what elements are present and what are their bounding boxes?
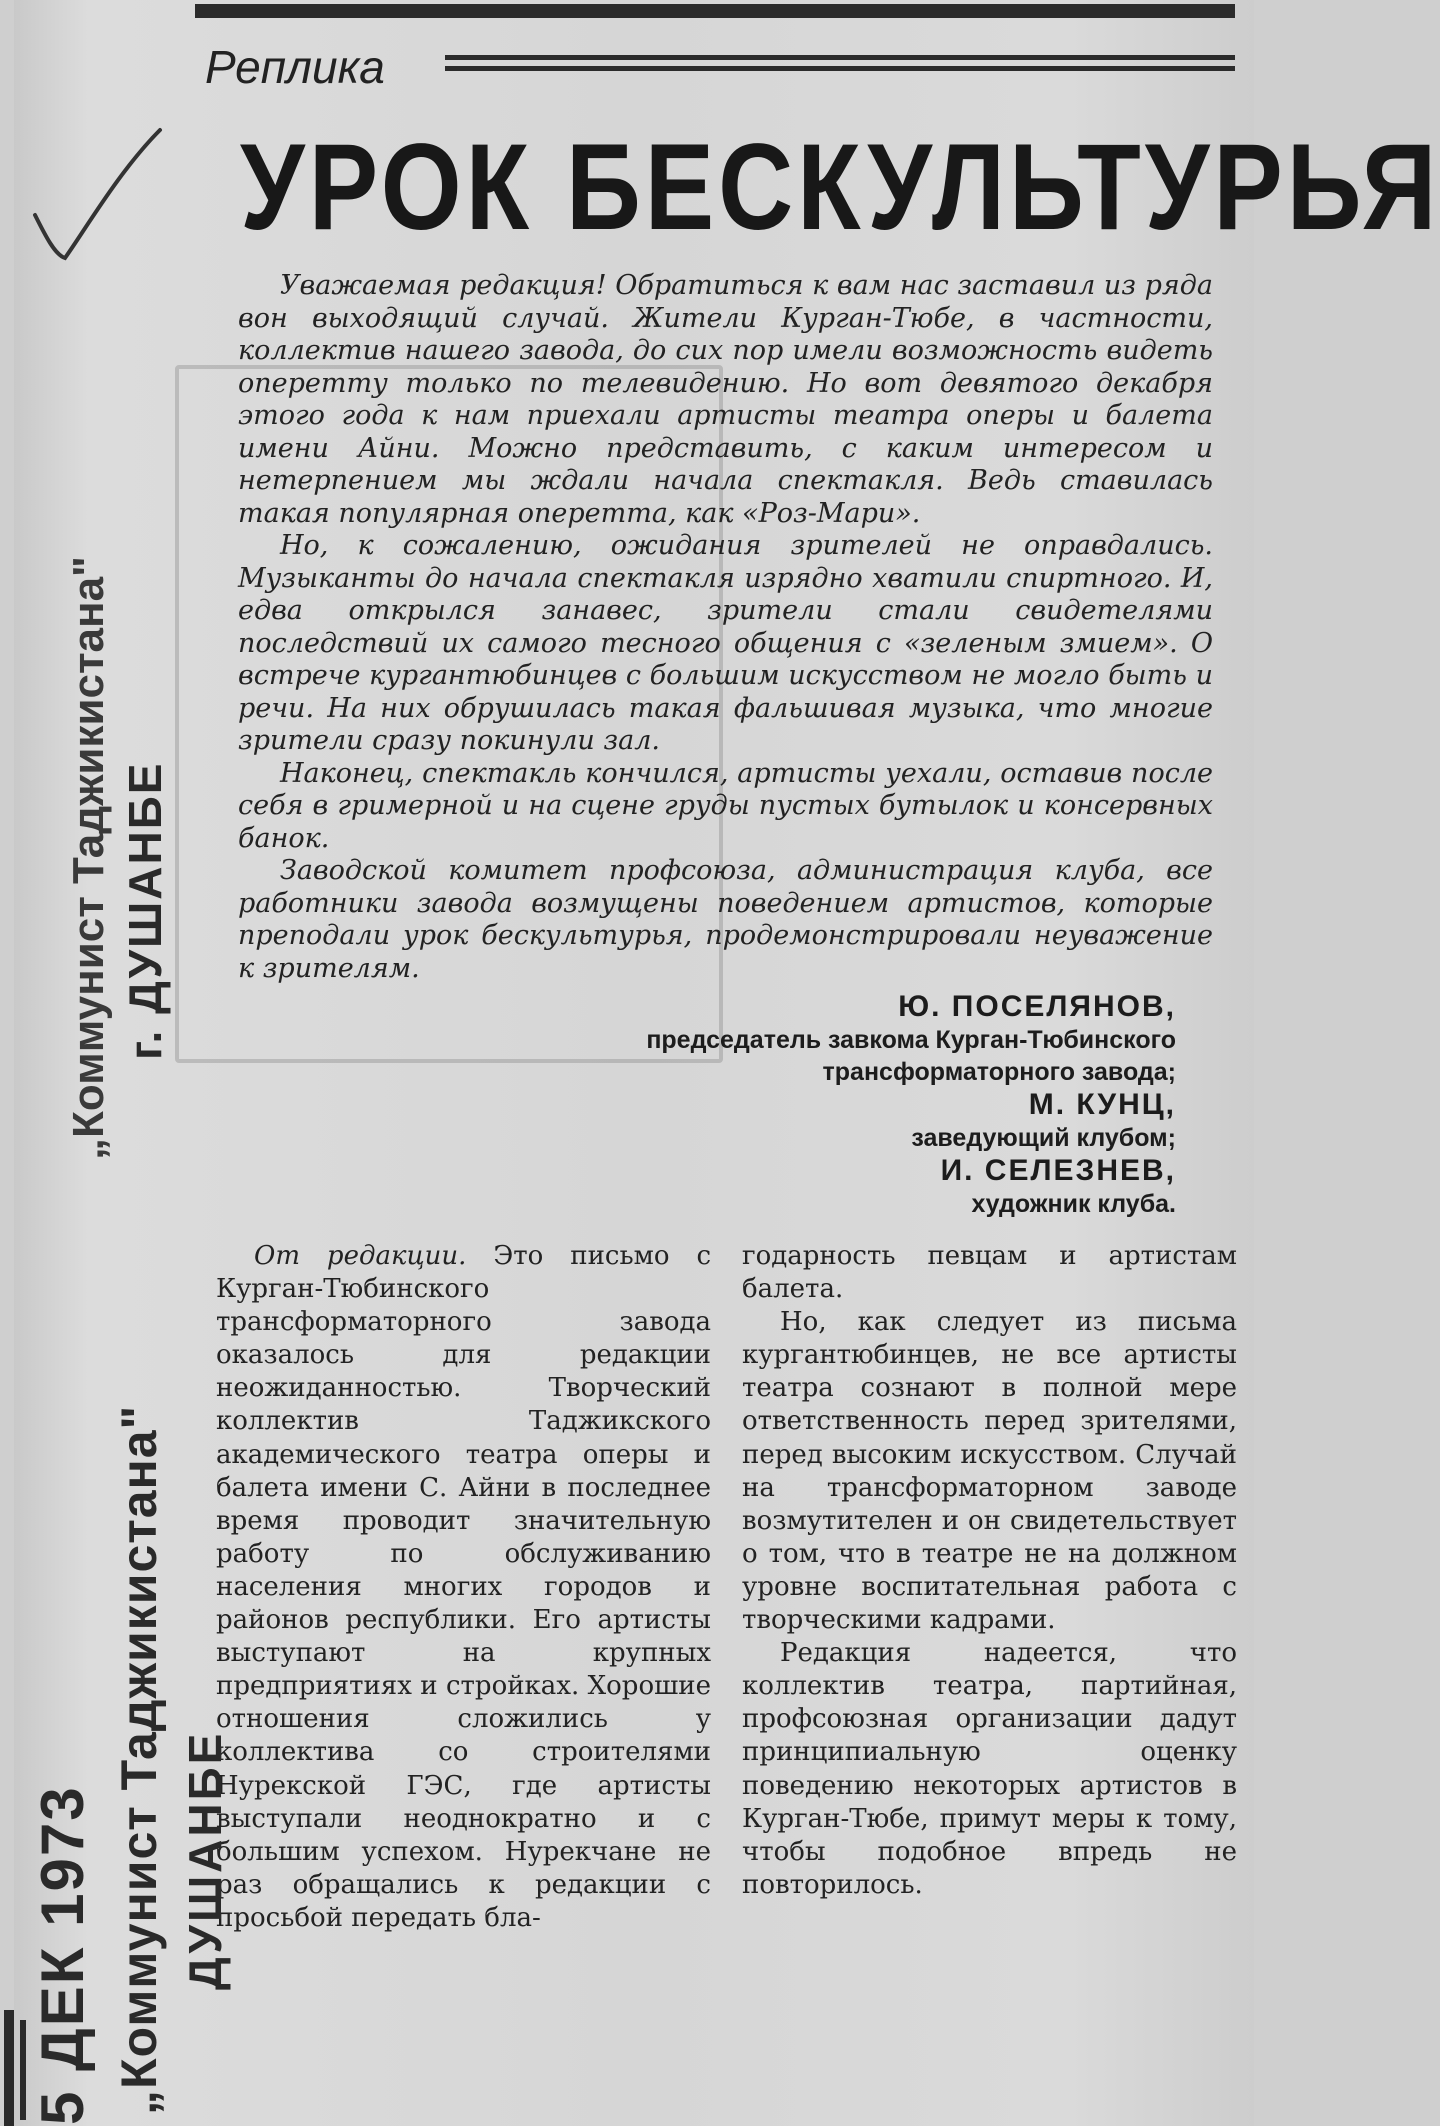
letter-body bbox=[238, 270, 1213, 985]
editorial-text: Это письмо с Курган-Тюбинского трансформаторного завода оказалось для редакции неожиданностью. Творческий коллектив Таджикского академического театра оперы и балета имени С. Айни в последнее время проводит значительную работу по обслуживанию населения многих городов и районов республики. Его артисты выступают на крупных предприятиях и стройках. Хорошие отношения сложились у коллектива со строителями Нурекской ГЭС, где артисты выступали неоднократно и с большим успехом. Нурекчане не раз обращались к редакции с просьбой передать бла- bbox=[216, 1241, 712, 1933]
signatory-role: трансформаторного завода; bbox=[822, 1058, 1176, 1086]
letter-paragraph: Уважаемая редакция! Обратиться к вам нас заставил из ряда вон выходящий случай. Жители Курган-Тюбе, в частности, коллектив нашего завода, до сих пор имели возможность видеть оперетту только по телевидению. Но вот девятого декабря этого года к нам приехали артисты театра оперы и балета имени Айни. Можно представить, с каким интересом и нетерпением мы ждали начала спектакля. Ведь ставилась такая популярная оперетта, как «Роз-Мари». bbox=[238, 270, 1213, 529]
letter-paragraph: Наконец, спектакль кончился, артисты уехали, оставив после себя в гримерной и на сцене груды пустых бутылок и консервных банок. bbox=[238, 757, 1213, 854]
date-stamp: 5 ДЕК 1973 bbox=[29, 1785, 96, 2125]
editorial-paragraph bbox=[216, 1240, 711, 1935]
signatory-role: заведующий клубом; bbox=[911, 1124, 1176, 1152]
editorial-paragraph: Но, как следует из письма кургантюбинцев, не все артисты театра сознают в полной мере ответственность перед зрителями, перед высоким искусством. Случай на трансформаторном заводе возмутителен и он свидетельствует о том, что в театре не на должном уровне воспитательная работа с творческими кадрами. bbox=[742, 1307, 1237, 1636]
signatory-name: Ю. ПОСЕЛЯНОВ, bbox=[898, 990, 1176, 1023]
signatory-role: художник клуба. bbox=[971, 1190, 1176, 1218]
signatory-name: И. СЕЛЕЗНЕВ, bbox=[940, 1154, 1176, 1187]
newspaper-stamp: „Коммунист Таджикистана" bbox=[111, 1404, 167, 2115]
top-rule bbox=[195, 4, 1235, 18]
editorial-paragraph: Редакция надеется, что коллектив театра, партийная, профсоюзная организации дадут принципиальную оценку поведению некоторых артистов в Курган-Тюбе, примут меры к тому, чтобы подобное впредь не повторилось. bbox=[742, 1638, 1237, 1900]
city-stamp: ДУШАНБЕ bbox=[179, 1730, 231, 1990]
editorial-column-right bbox=[742, 1240, 1237, 1902]
editorial-column-left bbox=[216, 1240, 711, 1935]
editorial-paragraph: годарность певцам и артистам балета. bbox=[742, 1241, 1237, 1305]
rubric-rule bbox=[445, 55, 1235, 77]
editorial-lead: От редакции. bbox=[254, 1241, 467, 1271]
headline: УРОК БЕСКУЛЬТУРЬЯ bbox=[240, 119, 1440, 257]
signatory-role: председатель завкома Курган-Тюбинского bbox=[646, 1026, 1176, 1054]
check-mark-icon bbox=[25, 120, 165, 270]
stamp-bar-icon bbox=[0, 2010, 60, 2126]
letter-paragraph: Но, к сожалению, ожидания зрителей не оправдались. Музыканты до начала спектакля изрядно хватили спиртного. И, едва открылся занавес, зрители стали свидетелями последствий их самого тесного общения с «зеленым змием». О встрече кургантюбинцев с большим искусством не могло быть и речи. На них обрушилась такая фальшивая музыка, что многие зрители сразу покинули зал. bbox=[238, 530, 1213, 756]
rubric-label: Реплика bbox=[205, 41, 385, 93]
signature-block bbox=[646, 990, 1176, 1220]
faded-newspaper-stamp: „Коммунист Таджикистана" bbox=[64, 556, 113, 1160]
city-stamp: г. ДУШАНБЕ bbox=[119, 761, 171, 1060]
signatory-name: М. КУНЦ, bbox=[1028, 1088, 1176, 1121]
letter-paragraph: Заводской комитет профсоюза, администрация клуба, все работники завода возмущены поведением артистов, которые преподали урок бескультурья, продемонстрировали неуважение к зрителям. bbox=[238, 855, 1213, 984]
